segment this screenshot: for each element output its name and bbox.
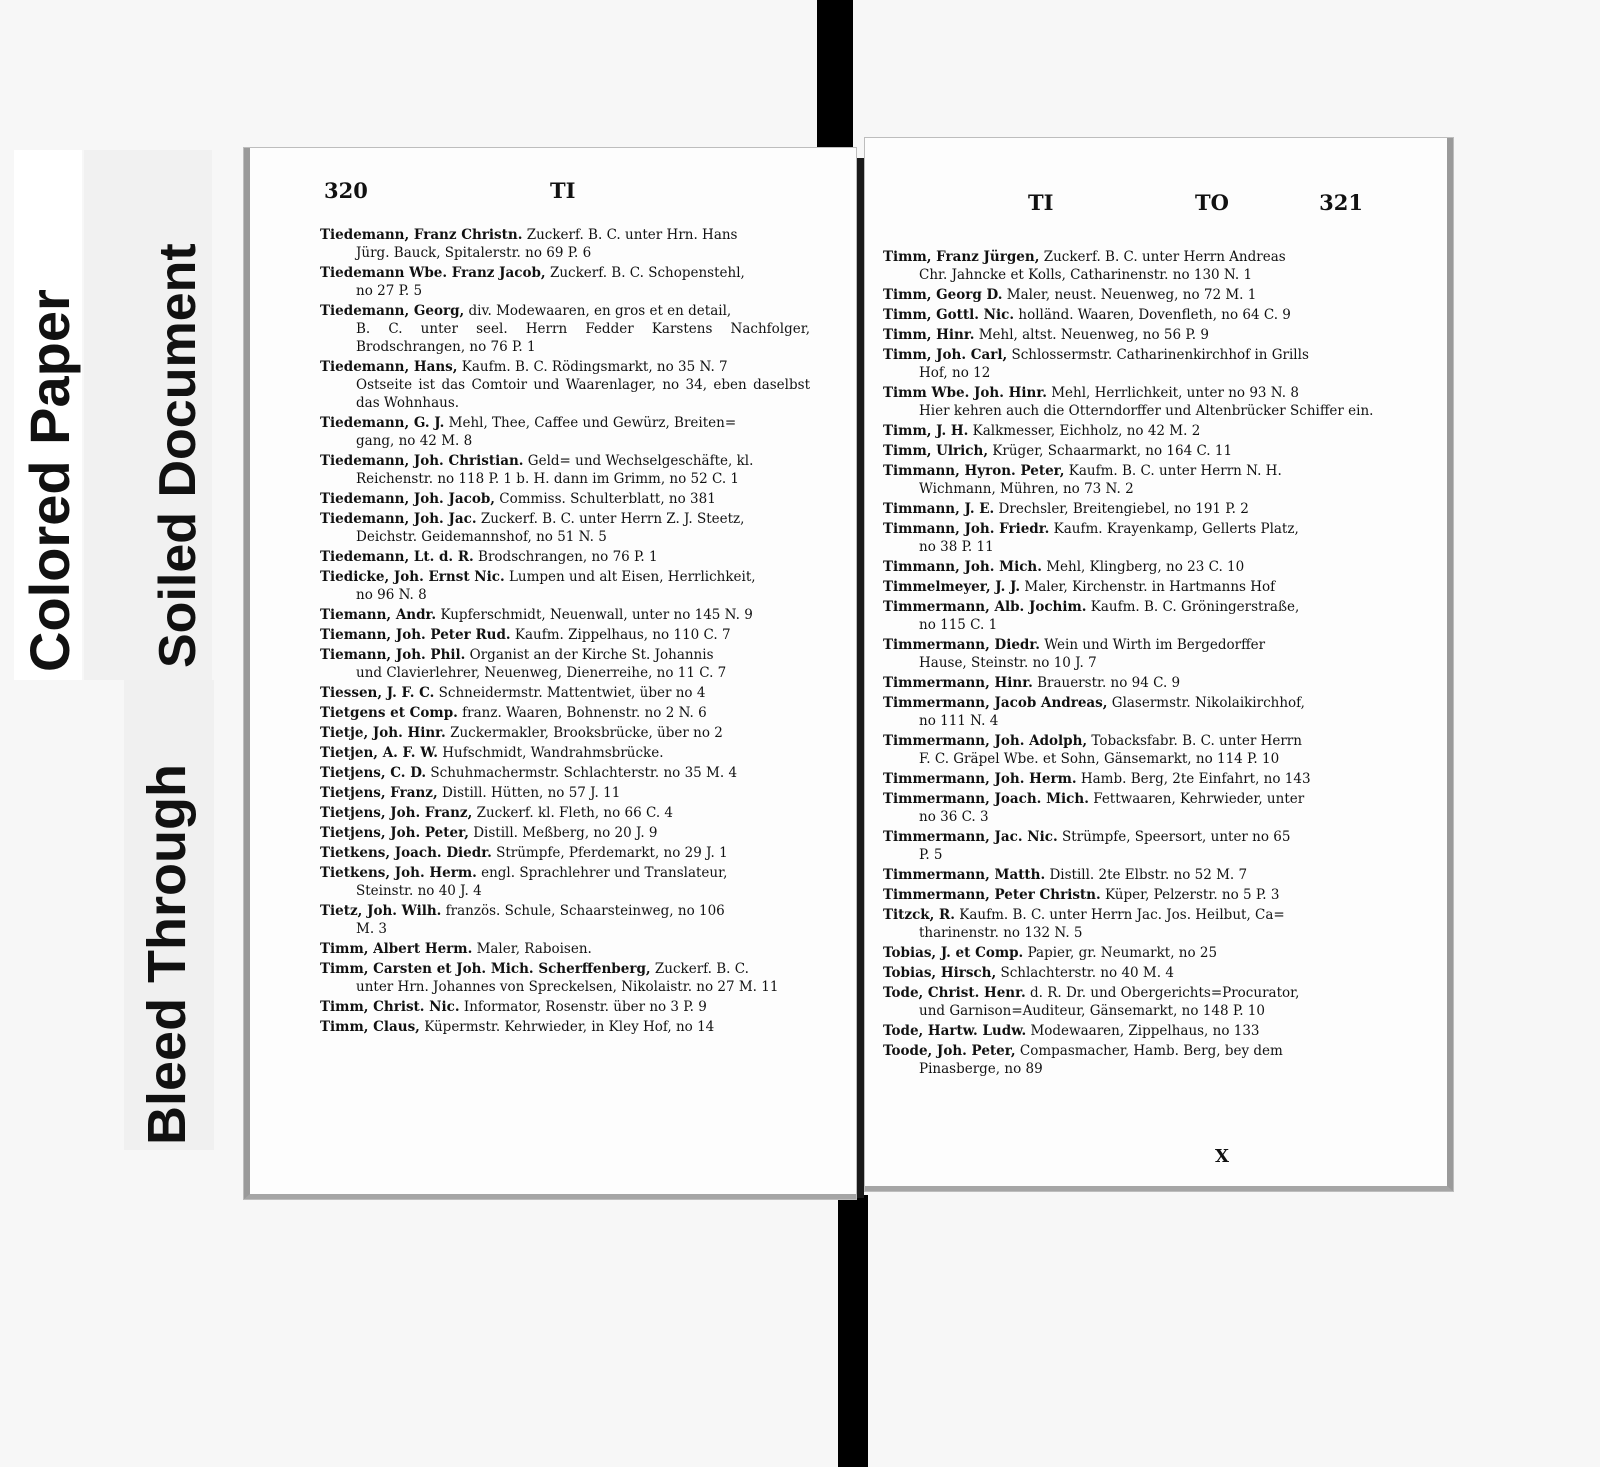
entry-text: holländ. Waaren, Dovenfleth, no 64 C. 9: [1018, 307, 1291, 323]
directory-entry: [883, 598, 1381, 634]
entry-text: Mehl, Thee, Caffee und Gewürz, Breiten=: [448, 415, 737, 431]
entry-text: Wein und Wirth im Bergedorffer: [1044, 637, 1266, 653]
entry-text: engl. Sprachlehrer und Translateur,: [481, 865, 728, 881]
directory-entry: [320, 452, 810, 488]
entry-name: Tiedemann Wbe. Franz Jacob,: [320, 265, 546, 281]
binding-bottom: [838, 1195, 868, 1467]
entry-name: Tobias, Hirsch,: [883, 965, 997, 981]
directory-entry: [883, 770, 1381, 788]
entry-text: Geld= und Wechselgeschäfte, kl.: [527, 453, 754, 469]
directory-entry: [320, 902, 810, 938]
entry-text: Modewaaren, Zippelhaus, no 133: [1030, 1023, 1260, 1039]
directory-entry: [883, 306, 1381, 324]
entry-continuation: P. 5: [919, 847, 943, 863]
entry-text: Kaufm. Zippelhaus, no 110 C. 7: [514, 627, 731, 643]
entry-name: Tiemann, Joh. Peter Rud.: [320, 627, 511, 643]
entry-text: Strümpfe, Pferdemarkt, no 29 J. 1: [496, 845, 728, 861]
entry-name: Timm, Georg D.: [883, 287, 1003, 303]
entry-name: Timmermann, Joh. Herm.: [883, 771, 1077, 787]
entry-text: Hamb. Berg, 2te Einfahrt, no 143: [1080, 771, 1311, 787]
entry-name: Timmermann, Jacob Andreas,: [883, 695, 1108, 711]
entry-text: Maler, neust. Neuenweg, no 72 M. 1: [1006, 287, 1257, 303]
entry-text: Küper, Pelzerstr. no 5 P. 3: [1104, 887, 1280, 903]
directory-entry: [883, 790, 1381, 826]
entry-name: Timmann, Joh. Friedr.: [883, 521, 1050, 537]
directory-entry: [320, 724, 810, 742]
entry-continuation: und Clavierlehrer, Neuenweg, Dienerreihe, no 11 C. 7: [356, 665, 727, 681]
entry-name: Tietjens, C. D.: [320, 765, 427, 781]
directory-entry: [883, 286, 1381, 304]
entry-name: Timmelmeyer, J. J.: [883, 579, 1021, 595]
entry-text: Mehl, Herrlichkeit, unter no 93 N. 8: [1051, 385, 1299, 401]
directory-entry: [883, 886, 1381, 904]
directory-entry: [320, 764, 810, 782]
directory-entry: [320, 606, 810, 624]
directory-entry: [883, 964, 1381, 982]
entry-text: Mehl, altst. Neuenweg, no 56 P. 9: [978, 327, 1209, 343]
directory-entry: [883, 1022, 1381, 1040]
entry-text: Schneidermstr. Mattentwiet, über no 4: [438, 685, 706, 701]
entry-name: Tiemann, Joh. Phil.: [320, 647, 466, 663]
entry-text: Maler, Kirchenstr. in Hartmanns Hof: [1024, 579, 1276, 595]
entry-continuation: B. C. unter seel. Herrn Fedder Karstens Nachfolger, Brodschrangen, no 76 P. 1: [356, 321, 810, 355]
entry-name: Timm, Claus,: [320, 1019, 420, 1035]
entry-name: Tobias, J. et Comp.: [883, 945, 1024, 961]
entry-text: Schlossermstr. Catharinenkirchhof in Grills: [1011, 347, 1309, 363]
binding-top: [817, 0, 853, 160]
entry-name: Titzck, R.: [883, 907, 955, 923]
entry-continuation: no 115 C. 1: [919, 617, 998, 633]
entry-text: Kalkmesser, Eichholz, no 42 M. 2: [972, 423, 1201, 439]
entry-text: Commiss. Schulterblatt, no 381: [499, 491, 716, 507]
entry-text: franz. Waaren, Bohnenstr. no 2 N. 6: [462, 705, 707, 721]
entry-name: Tode, Hartw. Ludw.: [883, 1023, 1027, 1039]
entry-text: Distill. 2te Elbstr. no 52 M. 7: [1049, 867, 1248, 883]
directory-entry: [320, 646, 810, 682]
directory-entry: [883, 866, 1381, 884]
entry-text: Papier, gr. Neumarkt, no 25: [1027, 945, 1218, 961]
entry-name: Tietjens, Franz,: [320, 785, 438, 801]
entry-name: Timm, Gottl. Nic.: [883, 307, 1015, 323]
entry-text: Kaufm. B. C. Rödingsmarkt, no 35 N. 7: [461, 359, 728, 375]
entry-continuation: Reichenstr. no 118 P. 1 b. H. dann im Grimm, no 52 C. 1: [356, 471, 740, 487]
entry-continuation: Pinasberge, no 89: [919, 1061, 1043, 1077]
entry-name: Tiedicke, Joh. Ernst Nic.: [320, 569, 505, 585]
entry-name: Tiedemann, Joh. Jacob,: [320, 491, 495, 507]
entry-name: Tietz, Joh. Wilh.: [320, 903, 442, 919]
entry-name: Toode, Joh. Peter,: [883, 1043, 1016, 1059]
entry-text: d. R. Dr. und Obergerichts=Procurator,: [1030, 985, 1300, 1001]
entry-name: Timmermann, Hinr.: [883, 675, 1033, 691]
directory-entry: [883, 422, 1381, 440]
directory-entry: [320, 864, 810, 900]
entry-text: französ. Schule, Schaarsteinweg, no 106: [445, 903, 725, 919]
entry-name: Timm, Franz Jürgen,: [883, 249, 1040, 265]
left-page: [244, 148, 856, 1199]
catchword-mark: X: [1215, 1146, 1229, 1167]
colored-paper-label: Colored Paper: [18, 289, 81, 672]
entry-name: Timmann, Hyron. Peter,: [883, 463, 1065, 479]
entry-name: Timm, Hinr.: [883, 327, 975, 343]
directory-entry: [320, 960, 810, 996]
entry-text: Zuckermakler, Brooksbrücke, über no 2: [450, 725, 723, 741]
entry-text: Drechsler, Breitengiebel, no 191 P. 2: [998, 501, 1249, 517]
directory-entry: [883, 462, 1381, 498]
entry-text: Zuckerf. B. C. unter Hrn. Hans: [526, 227, 738, 243]
directory-entry: [883, 442, 1381, 460]
entry-text: Informator, Rosenstr. über no 3 P. 9: [463, 999, 707, 1015]
entry-name: Tiedemann, Georg,: [320, 303, 465, 319]
entry-name: Timmermann, Jac. Nic.: [883, 829, 1058, 845]
directory-entry: [883, 578, 1381, 596]
entry-name: Timm, Joh. Carl,: [883, 347, 1008, 363]
entry-name: Timm, Albert Herm.: [320, 941, 473, 957]
entry-text: Mehl, Klingberg, no 23 C. 10: [1046, 559, 1245, 575]
entry-continuation: und Garnison=Auditeur, Gänsemarkt, no 148 P. 10: [919, 1003, 1265, 1019]
entry-name: Timmermann, Joach. Mich.: [883, 791, 1089, 807]
entry-name: Timmermann, Diedr.: [883, 637, 1040, 653]
entry-text: Organist an der Kirche St. Johannis: [469, 647, 714, 663]
directory-entry: [883, 906, 1381, 942]
entry-text: div. Modewaaren, en gros et en detail,: [468, 303, 732, 319]
directory-entry: [320, 568, 810, 604]
entry-name: Tiedemann, Lt. d. R.: [320, 549, 474, 565]
entry-name: Timmann, J. E.: [883, 501, 995, 517]
entry-name: Tiedemann, Joh. Christian.: [320, 453, 524, 469]
entry-name: Tietkens, Joach. Diedr.: [320, 845, 492, 861]
entry-text: Schlachterstr. no 40 M. 4: [1000, 965, 1174, 981]
entry-continuation: unter Hrn. Johannes von Spreckelsen, Nikolaistr. no 27 M. 11: [356, 979, 779, 995]
entry-continuation: tharinenstr. no 132 N. 5: [919, 925, 1083, 941]
entry-name: Timm, J. H.: [883, 423, 969, 439]
entry-name: Tietje, Joh. Hinr.: [320, 725, 446, 741]
entry-text: Strümpfe, Speersort, unter no 65: [1061, 829, 1291, 845]
right-page-running-head-left: TI: [1028, 190, 1054, 215]
right-page-number: 321: [1319, 190, 1363, 215]
entry-name: Timm, Ulrich,: [883, 443, 989, 459]
entry-name: Tiemann, Andr.: [320, 607, 437, 623]
entry-name: Tode, Christ. Henr.: [883, 985, 1026, 1001]
entry-continuation: Jürg. Bauck, Spitalerstr. no 69 P. 6: [356, 245, 592, 261]
directory-entry: [883, 384, 1381, 420]
directory-entry: [320, 998, 810, 1016]
directory-entry: [883, 984, 1381, 1020]
entry-text: Kupferschmidt, Neuenwall, unter no 145 N. 9: [440, 607, 753, 623]
directory-entry: [883, 674, 1381, 692]
entry-continuation: Steinstr. no 40 J. 4: [356, 883, 482, 899]
directory-entry: [320, 824, 810, 842]
left-page-number: 320: [324, 178, 368, 203]
entry-continuation: M. 3: [356, 921, 387, 937]
right-directory-entries: [883, 248, 1381, 1080]
entry-text: Zuckerf. B. C. unter Herrn Andreas: [1043, 249, 1286, 265]
entry-continuation: no 27 P. 5: [356, 283, 423, 299]
entry-name: Tiessen, J. F. C.: [320, 685, 435, 701]
directory-entry: [883, 500, 1381, 518]
entry-continuation: Deichstr. Geidemannshof, no 51 N. 5: [356, 529, 607, 545]
entry-name: Tietkens, Joh. Herm.: [320, 865, 477, 881]
entry-text: Kaufm. B. C. unter Herrn N. H.: [1068, 463, 1282, 479]
entry-text: Fettwaaren, Kehrwieder, unter: [1093, 791, 1305, 807]
directory-entry: [883, 636, 1381, 672]
bleed-through-label: Bleed Through: [137, 764, 197, 1145]
entry-name: Timmermann, Matth.: [883, 867, 1046, 883]
entry-name: Timmermann, Alb. Jochim.: [883, 599, 1087, 615]
entry-name: Timm Wbe. Joh. Hinr.: [883, 385, 1047, 401]
entry-text: Brauerstr. no 94 C. 9: [1037, 675, 1181, 691]
entry-text: Hufschmidt, Wandrahmsbrücke.: [442, 745, 664, 761]
entry-name: Timmermann, Joh. Adolph,: [883, 733, 1088, 749]
directory-entry: [883, 248, 1381, 284]
entry-text: Kaufm. B. C. unter Herrn Jac. Jos. Heilbut, Ca=: [959, 907, 1285, 923]
entry-text: Lumpen und alt Eisen, Herrlichkeit,: [508, 569, 756, 585]
entry-name: Timmann, Joh. Mich.: [883, 559, 1042, 575]
entry-continuation: F. C. Gräpel Wbe. et Sohn, Gänsemarkt, no 114 P. 10: [919, 751, 1280, 767]
left-page-running-head: TI: [550, 178, 576, 203]
entry-name: Tietjens, Joh. Peter,: [320, 825, 469, 841]
entry-continuation: Ostseite ist das Comtoir und Waarenlager, no 34, eben daselbst das Wohnhaus.: [356, 377, 810, 411]
directory-entry: [320, 784, 810, 802]
directory-entry: [320, 490, 810, 508]
entry-name: Timm, Christ. Nic.: [320, 999, 460, 1015]
entry-name: Tiedemann, G. J.: [320, 415, 445, 431]
entry-continuation: Wichmann, Mühren, no 73 N. 2: [919, 481, 1134, 497]
entry-name: Tietgens et Comp.: [320, 705, 458, 721]
entry-continuation: Hause, Steinstr. no 10 J. 7: [919, 655, 1097, 671]
soiled-document-label: Soiled Document: [149, 243, 207, 668]
entry-continuation: no 96 N. 8: [356, 587, 427, 603]
left-directory-entries: [320, 226, 810, 1038]
directory-entry: [883, 558, 1381, 576]
entry-name: Tiedemann, Franz Christn.: [320, 227, 523, 243]
directory-entry: [320, 226, 810, 262]
entry-text: Maler, Raboisen.: [476, 941, 592, 957]
entry-name: Tietjen, A. F. W.: [320, 745, 438, 761]
directory-entry: [883, 732, 1381, 768]
entry-text: Küpermstr. Kehrwieder, in Kley Hof, no 14: [424, 1019, 715, 1035]
entry-text: Glasermstr. Nikolaikirchhof,: [1111, 695, 1305, 711]
directory-entry: [320, 358, 810, 412]
entry-continuation: gang, no 42 M. 8: [356, 433, 473, 449]
entry-text: Zuckerf. B. C. unter Herrn Z. J. Steetz,: [480, 511, 745, 527]
entry-text: Schuhmachermstr. Schlachterstr. no 35 M. 4: [430, 765, 738, 781]
entry-text: Zuckerf. kl. Fleth, no 66 C. 4: [476, 805, 674, 821]
entry-continuation: Chr. Jahncke et Kolls, Catharinenstr. no 130 N. 1: [919, 267, 1253, 283]
directory-entry: [320, 744, 810, 762]
entry-name: Tiedemann, Joh. Jac.: [320, 511, 477, 527]
directory-entry: [883, 346, 1381, 382]
entry-text: Brodschrangen, no 76 P. 1: [478, 549, 658, 565]
directory-entry: [320, 626, 810, 644]
entry-name: Tiedemann, Hans,: [320, 359, 458, 375]
directory-entry: [320, 684, 810, 702]
directory-entry: [320, 1018, 810, 1036]
entry-continuation: Hof, no 12: [919, 365, 991, 381]
entry-text: Zuckerf. B. C.: [654, 961, 749, 977]
directory-entry: [320, 844, 810, 862]
entry-text: Kaufm. Krayenkamp, Gellerts Platz,: [1053, 521, 1299, 537]
directory-entry: [883, 828, 1381, 864]
entry-name: Timm, Carsten et Joh. Mich. Scherffenberg,: [320, 961, 651, 977]
entry-text: Zuckerf. B. C. Schopenstehl,: [549, 265, 745, 281]
entry-name: Timmermann, Peter Christn.: [883, 887, 1101, 903]
entry-text: Compasmacher, Hamb. Berg, bey dem: [1019, 1043, 1283, 1059]
right-page: [865, 138, 1453, 1191]
entry-text: Krüger, Schaarmarkt, no 164 C. 11: [992, 443, 1233, 459]
directory-entry: [320, 804, 810, 822]
entry-continuation: no 111 N. 4: [919, 713, 999, 729]
entry-continuation: Hier kehren auch die Otterndorffer und Altenbrücker Schiffer ein.: [919, 403, 1374, 419]
entry-name: Tietjens, Joh. Franz,: [320, 805, 473, 821]
directory-entry: [320, 510, 810, 546]
directory-entry: [883, 1042, 1381, 1078]
directory-entry: [320, 548, 810, 566]
directory-entry: [883, 694, 1381, 730]
directory-entry: [883, 520, 1381, 556]
entry-text: Distill. Hütten, no 57 J. 11: [441, 785, 621, 801]
directory-entry: [320, 704, 810, 722]
entry-continuation: no 36 C. 3: [919, 809, 989, 825]
directory-entry: [883, 944, 1381, 962]
directory-entry: [320, 414, 810, 450]
directory-entry: [320, 302, 810, 356]
entry-text: Distill. Meßberg, no 20 J. 9: [473, 825, 658, 841]
directory-entry: [883, 326, 1381, 344]
entry-text: Kaufm. B. C. Gröningerstraße,: [1090, 599, 1300, 615]
directory-entry: [320, 264, 810, 300]
entry-text: Tobacksfabr. B. C. unter Herrn: [1091, 733, 1302, 749]
right-page-running-head-right: TO: [1195, 190, 1229, 215]
entry-continuation: no 38 P. 11: [919, 539, 994, 555]
directory-entry: [320, 940, 810, 958]
